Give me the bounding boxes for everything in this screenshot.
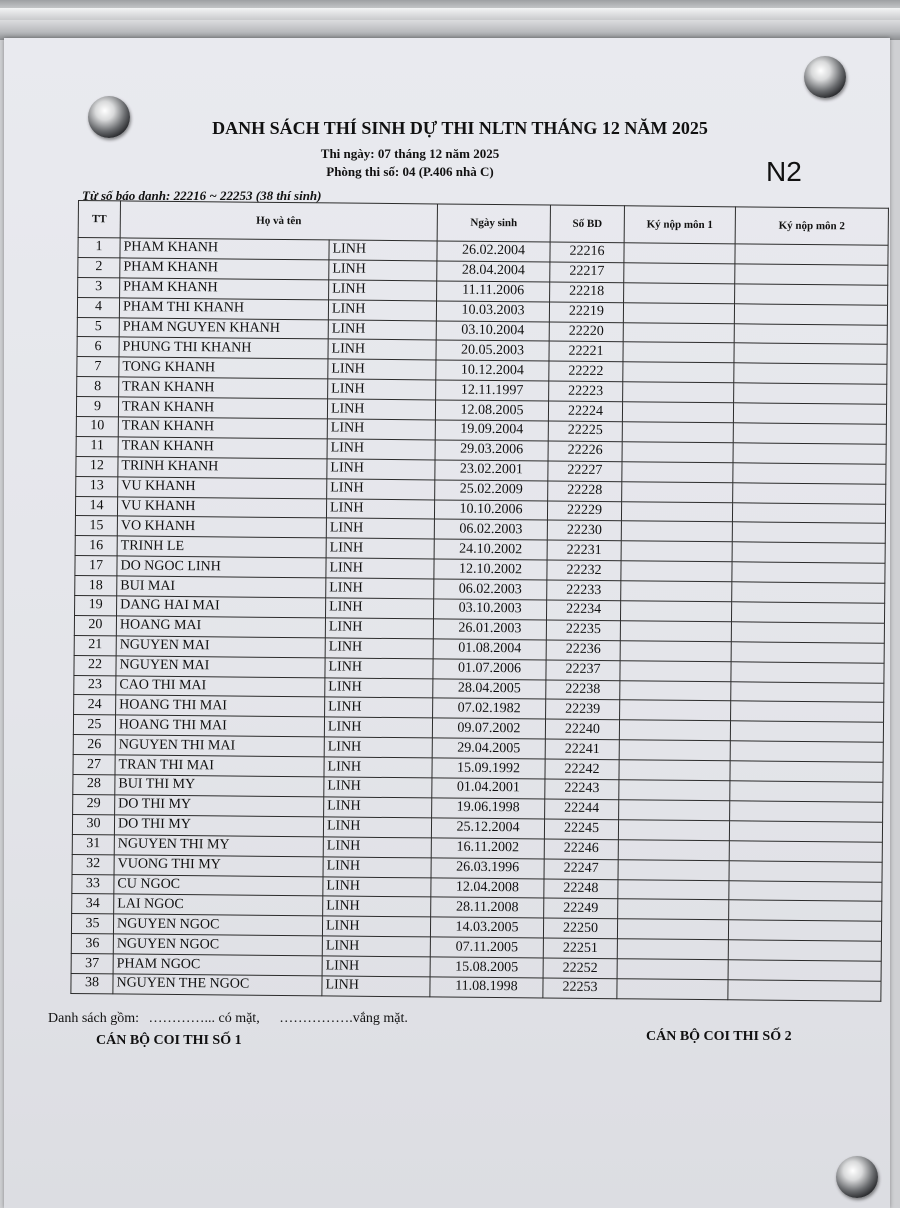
signature-cell-subject-2 bbox=[734, 323, 887, 344]
magnet-pin-icon bbox=[836, 1156, 878, 1198]
birth-date: 07.02.1982 bbox=[433, 698, 546, 719]
candidate-number: 22253 bbox=[543, 978, 617, 999]
row-number: 11 bbox=[76, 436, 118, 456]
candidate-surname: PHAM NGUYEN KHANH bbox=[119, 317, 328, 339]
signature-cell-subject-2 bbox=[729, 841, 882, 862]
signature-cell-subject-2 bbox=[730, 761, 883, 782]
row-number: 18 bbox=[75, 576, 117, 596]
birth-date: 29.04.2005 bbox=[432, 738, 545, 759]
candidate-given-name: LINH bbox=[327, 479, 435, 500]
exam-room: Phòng thi số: 04 (P.406 nhà C) bbox=[326, 164, 494, 179]
header-candidate-number: Số BD bbox=[550, 205, 624, 243]
signature-cell-subject-2 bbox=[728, 920, 881, 941]
signature-cell-subject-1 bbox=[617, 939, 728, 960]
row-number: 10 bbox=[76, 417, 118, 437]
candidate-surname: VO KHANH bbox=[117, 516, 326, 538]
candidate-number: 22248 bbox=[544, 879, 618, 900]
signature-cell-subject-1 bbox=[619, 720, 730, 741]
candidate-given-name: LINH bbox=[327, 399, 435, 420]
row-number: 24 bbox=[74, 695, 116, 715]
birth-date: 24.10.2002 bbox=[434, 539, 547, 560]
attendance-summary bbox=[48, 1011, 408, 1027]
rail-highlight bbox=[0, 8, 900, 20]
candidate-surname: TRAN KHANH bbox=[118, 417, 327, 439]
row-number: 31 bbox=[72, 834, 114, 854]
signature-cell-subject-1 bbox=[619, 740, 730, 761]
birth-date: 16.11.2002 bbox=[431, 838, 544, 859]
candidate-given-name: LINH bbox=[325, 658, 433, 679]
signature-cell-subject-2 bbox=[732, 542, 885, 563]
candidate-number: 22216 bbox=[550, 242, 624, 263]
birth-date: 19.06.1998 bbox=[432, 798, 545, 819]
signature-cell-subject-1 bbox=[617, 979, 728, 1000]
candidate-number: 22230 bbox=[547, 520, 621, 541]
signature-cell-subject-1 bbox=[622, 402, 733, 423]
header-sign-subject-1: Ký nộp môn 1 bbox=[624, 206, 735, 244]
candidate-surname: PHAM NGOC bbox=[113, 954, 322, 976]
candidate-surname: TONG KHANH bbox=[119, 357, 328, 379]
row-number: 14 bbox=[75, 496, 117, 516]
signature-cell-subject-2 bbox=[729, 821, 882, 842]
candidate-given-name: LINH bbox=[329, 280, 437, 301]
candidate-given-name: LINH bbox=[324, 717, 432, 738]
candidate-given-name: LINH bbox=[323, 817, 431, 838]
signature-cell-subject-1 bbox=[618, 859, 729, 880]
candidate-given-name: LINH bbox=[322, 976, 430, 997]
birth-date: 10.12.2004 bbox=[436, 360, 549, 381]
signature-cell-subject-2 bbox=[730, 801, 883, 822]
signature-cell-subject-1 bbox=[621, 581, 732, 602]
candidate-given-name: LINH bbox=[326, 518, 434, 539]
candidate-number: 22241 bbox=[545, 739, 619, 760]
candidate-number: 22224 bbox=[548, 401, 622, 422]
candidate-number: 22223 bbox=[549, 381, 623, 402]
signature-cell-subject-1 bbox=[618, 899, 729, 920]
candidate-given-name: LINH bbox=[324, 757, 432, 778]
summary-prefix: Danh sách gồm: bbox=[48, 1011, 139, 1026]
candidate-given-name: LINH bbox=[324, 737, 432, 758]
signature-cell-subject-1 bbox=[619, 760, 730, 781]
candidate-given-name: LINH bbox=[327, 419, 435, 440]
signature-cell-subject-2 bbox=[733, 463, 886, 484]
candidate-surname: PHAM THI KHANH bbox=[119, 298, 328, 320]
candidate-number: 22234 bbox=[547, 600, 621, 621]
signature-cell-subject-1 bbox=[618, 820, 729, 841]
candidate-number: 22233 bbox=[547, 580, 621, 601]
candidate-number: 22237 bbox=[546, 660, 620, 681]
signature-cell-subject-1 bbox=[620, 621, 731, 642]
signature-cell-subject-2 bbox=[735, 264, 888, 285]
birth-date: 11.11.2006 bbox=[437, 281, 550, 302]
birth-date: 01.07.2006 bbox=[433, 659, 546, 680]
candidate-table bbox=[70, 200, 889, 1002]
signature-cell-subject-2 bbox=[728, 960, 881, 981]
candidate-number: 22219 bbox=[549, 302, 623, 323]
signature-cell-subject-1 bbox=[622, 462, 733, 483]
candidate-surname: VU KHANH bbox=[117, 496, 326, 518]
birth-date: 15.08.2005 bbox=[430, 957, 543, 978]
candidate-number: 22227 bbox=[548, 461, 622, 482]
candidate-number: 22246 bbox=[544, 839, 618, 860]
candidate-given-name: LINH bbox=[328, 359, 436, 380]
signature-cell-subject-2 bbox=[728, 980, 881, 1001]
row-number: 35 bbox=[71, 914, 113, 934]
signature-cell-subject-2 bbox=[729, 860, 882, 881]
candidate-number: 22244 bbox=[545, 799, 619, 820]
candidate-number: 22221 bbox=[549, 341, 623, 362]
signature-cell-subject-1 bbox=[622, 422, 733, 443]
candidate-surname: BUI THI MY bbox=[115, 775, 324, 797]
birth-date: 12.10.2002 bbox=[434, 559, 547, 580]
birth-date: 26.02.2004 bbox=[437, 241, 550, 262]
signature-cell-subject-1 bbox=[617, 919, 728, 940]
signature-cell-subject-1 bbox=[620, 700, 731, 721]
birth-date: 19.09.2004 bbox=[435, 420, 548, 441]
signature-cell-subject-2 bbox=[731, 642, 884, 663]
candidate-surname: NGUYEN NGOC bbox=[113, 934, 322, 956]
signature-cell-subject-1 bbox=[619, 800, 730, 821]
signature-cell-subject-1 bbox=[618, 839, 729, 860]
candidate-surname: HOANG THI MAI bbox=[115, 715, 324, 737]
signature-cell-subject-2 bbox=[731, 602, 884, 623]
magnet-pin-icon bbox=[804, 56, 846, 98]
candidate-surname: BUI MAI bbox=[117, 576, 326, 598]
header-tt: TT bbox=[78, 201, 120, 238]
signature-cell-subject-2 bbox=[733, 423, 886, 444]
candidate-surname: LAI NGOC bbox=[114, 894, 323, 916]
candidate-surname: PHAM KHANH bbox=[120, 238, 329, 260]
candidate-number: 22218 bbox=[550, 282, 624, 303]
candidate-number: 22220 bbox=[549, 322, 623, 343]
candidate-number: 22250 bbox=[543, 918, 617, 939]
signature-cell-subject-1 bbox=[622, 442, 733, 463]
table-body bbox=[71, 238, 888, 1002]
birth-date: 12.04.2008 bbox=[431, 877, 544, 898]
candidate-given-name: LINH bbox=[323, 856, 431, 877]
row-number: 28 bbox=[73, 775, 115, 795]
signature-cell-subject-2 bbox=[733, 443, 886, 464]
signature-cell-subject-2 bbox=[731, 681, 884, 702]
candidate-given-name: LINH bbox=[329, 240, 437, 261]
birth-date: 20.05.2003 bbox=[436, 340, 549, 361]
candidate-number: 22232 bbox=[547, 560, 621, 581]
signature-cell-subject-1 bbox=[618, 879, 729, 900]
signature-cell-subject-2 bbox=[732, 522, 885, 543]
signature-cell-subject-1 bbox=[623, 382, 734, 403]
candidate-given-name: LINH bbox=[325, 618, 433, 639]
row-number: 2 bbox=[78, 257, 120, 277]
candidate-surname: NGUYEN THE NGOC bbox=[113, 974, 322, 996]
candidate-surname: PHUNG THI KHANH bbox=[119, 337, 328, 359]
header-birth-date: Ngày sinh bbox=[437, 204, 550, 242]
candidate-surname: DO THI MY bbox=[115, 795, 324, 817]
signature-cell-subject-2 bbox=[731, 701, 884, 722]
candidate-given-name: LINH bbox=[323, 896, 431, 917]
row-number: 25 bbox=[73, 715, 115, 735]
candidate-number: 22236 bbox=[546, 640, 620, 661]
row-number: 3 bbox=[78, 277, 120, 297]
signature-cell-subject-2 bbox=[731, 622, 884, 643]
candidate-given-name: LINH bbox=[328, 319, 436, 340]
candidate-surname: VUONG THI MY bbox=[114, 854, 323, 876]
birth-date: 11.08.1998 bbox=[430, 977, 543, 998]
candidate-surname: CU NGOC bbox=[114, 874, 323, 896]
summary-absent: …………….vắng mặt. bbox=[279, 1011, 408, 1026]
signature-cell-subject-1 bbox=[624, 243, 735, 264]
signature-cell-subject-2 bbox=[734, 303, 887, 324]
candidate-given-name: LINH bbox=[327, 459, 435, 480]
candidate-surname: NGUYEN THI MY bbox=[114, 835, 323, 857]
candidate-given-name: LINH bbox=[322, 916, 430, 937]
row-number: 17 bbox=[75, 556, 117, 576]
candidate-given-name: LINH bbox=[327, 439, 435, 460]
birth-date: 26.01.2003 bbox=[433, 619, 546, 640]
candidate-given-name: LINH bbox=[322, 956, 430, 977]
signature-cell-subject-1 bbox=[623, 342, 734, 363]
row-number: 33 bbox=[72, 874, 114, 894]
birth-date: 25.02.2009 bbox=[435, 480, 548, 501]
candidate-surname: NGUYEN MAI bbox=[116, 636, 325, 658]
magnet-pin-icon bbox=[88, 96, 130, 138]
row-number: 23 bbox=[74, 675, 116, 695]
signature-cell-subject-2 bbox=[734, 343, 887, 364]
candidate-given-name: LINH bbox=[325, 677, 433, 698]
candidate-given-name: LINH bbox=[324, 797, 432, 818]
row-number: 29 bbox=[73, 794, 115, 814]
candidate-number: 22226 bbox=[548, 441, 622, 462]
birth-date: 03.10.2003 bbox=[434, 599, 547, 620]
candidate-surname: VU KHANH bbox=[118, 477, 327, 499]
birth-date: 10.03.2003 bbox=[436, 301, 549, 322]
candidate-given-name: LINH bbox=[326, 558, 434, 579]
candidate-given-name: LINH bbox=[323, 837, 431, 858]
row-number: 30 bbox=[72, 814, 114, 834]
signature-cell-subject-1 bbox=[620, 680, 731, 701]
summary-present: …………... có mặt, bbox=[148, 1011, 260, 1026]
candidate-surname: DO THI MY bbox=[114, 815, 323, 837]
birth-date: 06.02.2003 bbox=[434, 519, 547, 540]
candidate-number: 22231 bbox=[547, 540, 621, 561]
signature-cell-subject-1 bbox=[619, 780, 730, 801]
birth-date: 26.03.1996 bbox=[431, 858, 544, 879]
birth-date: 12.11.1997 bbox=[436, 380, 549, 401]
signature-cell-subject-2 bbox=[732, 582, 885, 603]
document-title: DANH SÁCH THÍ SINH DỰ THI NLTN THÁNG 12 NĂM 2025 bbox=[212, 118, 708, 138]
birth-date: 14.03.2005 bbox=[430, 917, 543, 938]
row-number: 34 bbox=[72, 894, 114, 914]
whiteboard-rail bbox=[0, 0, 900, 40]
signature-cell-subject-2 bbox=[729, 880, 882, 901]
row-number: 38 bbox=[71, 973, 113, 993]
row-number: 37 bbox=[71, 954, 113, 974]
signature-cell-subject-2 bbox=[733, 403, 886, 424]
row-number: 5 bbox=[77, 317, 119, 337]
candidate-surname: TRINH LE bbox=[117, 536, 326, 558]
candidate-number: 22240 bbox=[545, 719, 619, 740]
candidate-number: 22238 bbox=[546, 680, 620, 701]
signature-cell-subject-2 bbox=[735, 244, 888, 265]
candidate-surname: TRAN KHANH bbox=[118, 437, 327, 459]
candidate-number: 22251 bbox=[543, 938, 617, 959]
signer-1-title: CÁN BỘ COI THI SỐ 1 bbox=[96, 1033, 242, 1048]
candidate-surname: TRAN KHANH bbox=[119, 377, 328, 399]
birth-date: 09.07.2002 bbox=[432, 718, 545, 739]
signature-cell-subject-2 bbox=[732, 562, 885, 583]
candidate-surname: DO NGOC LINH bbox=[117, 556, 326, 578]
room-code: N2 bbox=[766, 156, 802, 187]
candidate-surname: HOANG MAI bbox=[116, 616, 325, 638]
candidate-number: 22222 bbox=[549, 361, 623, 382]
candidate-number: 22242 bbox=[545, 759, 619, 780]
row-number: 7 bbox=[77, 357, 119, 377]
candidate-given-name: LINH bbox=[325, 697, 433, 718]
birth-date: 03.10.2004 bbox=[436, 321, 549, 342]
birth-date: 01.08.2004 bbox=[433, 639, 546, 660]
candidate-given-name: LINH bbox=[328, 339, 436, 360]
candidate-surname: PHAM KHANH bbox=[120, 278, 329, 300]
candidate-number: 22217 bbox=[550, 262, 624, 283]
signature-cell-subject-2 bbox=[730, 721, 883, 742]
signature-cell-subject-2 bbox=[732, 502, 885, 523]
row-number: 9 bbox=[76, 397, 118, 417]
signature-cell-subject-2 bbox=[735, 284, 888, 305]
candidate-surname: PHAM KHANH bbox=[120, 258, 329, 280]
candidate-range: Từ số báo danh: 22216 ~ 22253 (38 thí sinh) bbox=[82, 188, 322, 203]
candidate-surname: TRAN THI MAI bbox=[115, 755, 324, 777]
candidate-surname: HOANG THI MAI bbox=[116, 695, 325, 717]
signature-cell-subject-1 bbox=[624, 283, 735, 304]
candidate-number: 22229 bbox=[547, 501, 621, 522]
birth-date: 12.08.2005 bbox=[435, 400, 548, 421]
candidate-given-name: LINH bbox=[326, 598, 434, 619]
signature-cell-subject-1 bbox=[621, 601, 732, 622]
signature-cell-subject-2 bbox=[734, 363, 887, 384]
signature-cell-subject-1 bbox=[620, 660, 731, 681]
candidate-number: 22252 bbox=[543, 958, 617, 979]
row-number: 13 bbox=[76, 476, 118, 496]
row-number: 26 bbox=[73, 735, 115, 755]
candidate-number: 22228 bbox=[548, 481, 622, 502]
row-number: 6 bbox=[77, 337, 119, 357]
birth-date: 28.11.2008 bbox=[431, 897, 544, 918]
signature-cell-subject-2 bbox=[729, 900, 882, 921]
header-sign-subject-2: Ký nộp môn 2 bbox=[735, 207, 888, 245]
row-number: 36 bbox=[71, 934, 113, 954]
candidate-number: 22243 bbox=[545, 779, 619, 800]
row-number: 8 bbox=[77, 377, 119, 397]
candidate-surname: NGUYEN THI MAI bbox=[115, 735, 324, 757]
birth-date: 06.02.2003 bbox=[434, 579, 547, 600]
candidate-surname: TRAN KHANH bbox=[118, 397, 327, 419]
birth-date: 28.04.2005 bbox=[433, 679, 546, 700]
signature-cell-subject-1 bbox=[623, 302, 734, 323]
candidate-given-name: LINH bbox=[329, 260, 437, 281]
candidate-given-name: LINH bbox=[326, 498, 434, 519]
candidate-surname: TRINH KHANH bbox=[118, 457, 327, 479]
candidate-given-name: LINH bbox=[328, 379, 436, 400]
signature-cell-subject-1 bbox=[621, 501, 732, 522]
exam-date: Thi ngày: 07 tháng 12 năm 2025 bbox=[320, 146, 500, 161]
candidate-number: 22245 bbox=[544, 819, 618, 840]
candidate-number: 22247 bbox=[544, 859, 618, 880]
birth-date: 23.02.2001 bbox=[435, 460, 548, 481]
candidate-number: 22239 bbox=[546, 699, 620, 720]
candidate-surname: NGUYEN NGOC bbox=[113, 914, 322, 936]
signature-cell-subject-2 bbox=[730, 781, 883, 802]
candidate-surname: NGUYEN MAI bbox=[116, 656, 325, 678]
signature-cell-subject-1 bbox=[621, 541, 732, 562]
row-number: 21 bbox=[74, 635, 116, 655]
birth-date: 28.04.2004 bbox=[437, 261, 550, 282]
row-number: 15 bbox=[75, 516, 117, 536]
signature-cell-subject-2 bbox=[733, 482, 886, 503]
candidate-given-name: LINH bbox=[326, 578, 434, 599]
candidate-number: 22249 bbox=[544, 898, 618, 919]
candidate-surname: DANG HAI MAI bbox=[117, 596, 326, 618]
candidate-given-name: LINH bbox=[323, 876, 431, 897]
row-number: 4 bbox=[77, 297, 119, 317]
row-number: 16 bbox=[75, 536, 117, 556]
row-number: 32 bbox=[72, 854, 114, 874]
signature-cell-subject-2 bbox=[730, 741, 883, 762]
candidate-given-name: LINH bbox=[326, 538, 434, 559]
row-number: 22 bbox=[74, 655, 116, 675]
birth-date: 10.10.2006 bbox=[434, 500, 547, 521]
row-number: 1 bbox=[78, 238, 120, 258]
signature-cell-subject-1 bbox=[622, 481, 733, 502]
signature-cell-subject-2 bbox=[734, 383, 887, 404]
signature-cell-subject-2 bbox=[728, 940, 881, 961]
row-number: 19 bbox=[75, 596, 117, 616]
birth-date: 07.11.2005 bbox=[430, 937, 543, 958]
signature-cell-subject-1 bbox=[624, 263, 735, 284]
candidate-given-name: LINH bbox=[322, 936, 430, 957]
header-full-name: Họ và tên bbox=[120, 201, 437, 241]
candidate-given-name: LINH bbox=[325, 638, 433, 659]
birth-date: 01.04.2001 bbox=[432, 778, 545, 799]
signature-cell-subject-1 bbox=[621, 561, 732, 582]
row-number: 27 bbox=[73, 755, 115, 775]
birth-date: 25.12.2004 bbox=[431, 818, 544, 839]
signature-cell-subject-1 bbox=[623, 362, 734, 383]
candidate-number: 22225 bbox=[548, 421, 622, 442]
candidate-given-name: LINH bbox=[328, 300, 436, 321]
row-number: 20 bbox=[74, 615, 116, 635]
candidate-given-name: LINH bbox=[324, 777, 432, 798]
signature-cell-subject-1 bbox=[617, 959, 728, 980]
candidate-surname: CAO THI MAI bbox=[116, 675, 325, 697]
row-number: 12 bbox=[76, 456, 118, 476]
signer-2-title: CÁN BỘ COI THI SỐ 2 bbox=[646, 1029, 792, 1044]
birth-date: 15.09.1992 bbox=[432, 758, 545, 779]
signature-cell-subject-1 bbox=[620, 641, 731, 662]
candidate-number: 22235 bbox=[546, 620, 620, 641]
signature-cell-subject-1 bbox=[623, 322, 734, 343]
signature-cell-subject-2 bbox=[731, 661, 884, 682]
signature-cell-subject-1 bbox=[621, 521, 732, 542]
birth-date: 29.03.2006 bbox=[435, 440, 548, 461]
